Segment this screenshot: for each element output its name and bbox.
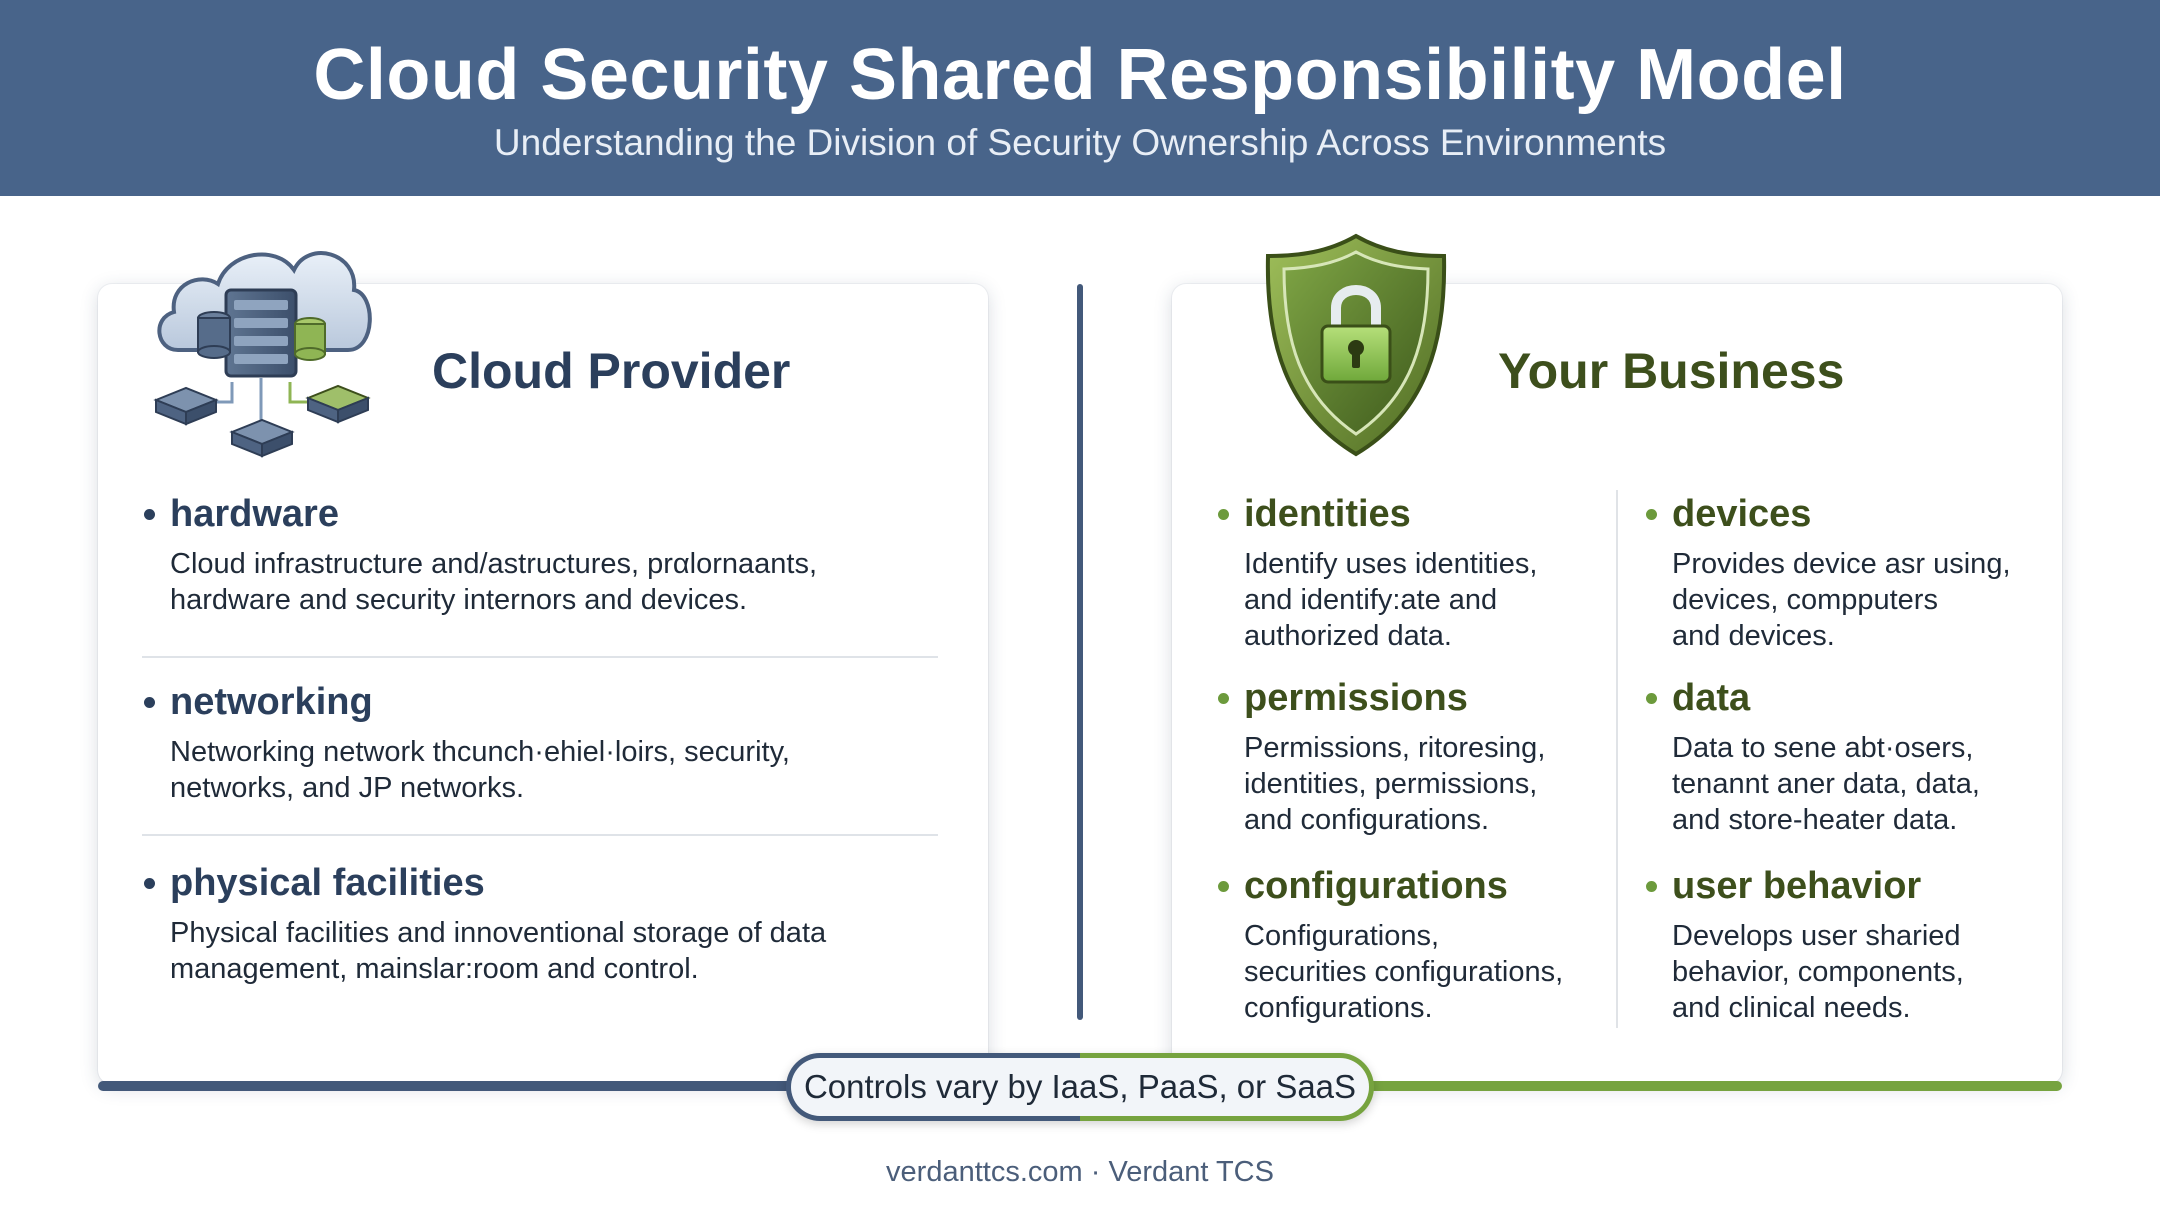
- business-item-description: Develops user sharied behavior, components, and clinical needs.: [1672, 920, 1964, 1024]
- business-item-data: [1672, 676, 1980, 838]
- business-item-description: Permissions, ritoresing, identities, permissions, and configurations.: [1244, 732, 1546, 836]
- business-item-devices: [1672, 492, 2011, 654]
- business-item-heading: devices: [1672, 492, 2011, 536]
- provider-item-description: Networking network thcunch·ehiel·loirs, security, networks, and JP networks.: [170, 736, 790, 804]
- provider-item-hardware: [170, 492, 817, 618]
- your-business-title: Your Business: [1498, 343, 1845, 399]
- cloud-provider-title: Cloud Provider: [432, 343, 791, 399]
- cloud-server-icon: [148, 232, 378, 458]
- business-item-description: Identify uses identities, and identify:ate and authorized data.: [1244, 548, 1538, 652]
- provider-item-description: Physical facilities and innoventional storage of data management, mainslar:room and control.: [170, 917, 827, 985]
- provider-item-heading: networking: [170, 680, 790, 724]
- divider: [142, 656, 938, 658]
- business-item-description: Provides device asr using, devices, compputers and devices.: [1672, 548, 2011, 652]
- business-item-heading: permissions: [1244, 676, 1545, 720]
- service-model-note: Controls vary by IaaS, PaaS, or SaaS: [786, 1053, 1374, 1121]
- business-item-heading: data: [1672, 676, 1980, 720]
- divider: [142, 834, 938, 836]
- business-item-permissions: [1244, 676, 1545, 838]
- page-title: Cloud Security Shared Responsibility Model: [313, 35, 1847, 115]
- business-item-description: Configurations, securities configurations, configurations.: [1244, 920, 1564, 1024]
- business-item-configurations: [1244, 864, 1563, 1026]
- header-banner: [0, 0, 2160, 196]
- provider-item-physical-facilities: [170, 861, 826, 987]
- business-item-heading: user behavior: [1672, 864, 1964, 908]
- provider-item-description: Cloud infrastructure and/astructures, prαlornaants, hardware and security internors and devices.: [170, 548, 818, 616]
- footer-credit: verdanttcs.com · Verdant TCS: [886, 1156, 1274, 1188]
- provider-item-heading: physical facilities: [170, 861, 826, 905]
- page-subtitle: Understanding the Division of Security Ownership Across Environments: [493, 122, 1667, 163]
- provider-item-networking: [170, 680, 790, 806]
- business-item-description: Data to sene abt·osers, tenannt aner data, data, and store-heater data.: [1672, 732, 1980, 836]
- business-item-heading: identities: [1244, 492, 1537, 536]
- business-item-heading: configurations: [1244, 864, 1563, 908]
- business-item-user-behavior: [1672, 864, 1964, 1026]
- shield-lock-icon: [1262, 232, 1450, 458]
- center-divider: [1077, 284, 1083, 1020]
- business-item-identities: [1244, 492, 1537, 654]
- provider-item-heading: hardware: [170, 492, 817, 536]
- column-divider: [1616, 490, 1618, 1028]
